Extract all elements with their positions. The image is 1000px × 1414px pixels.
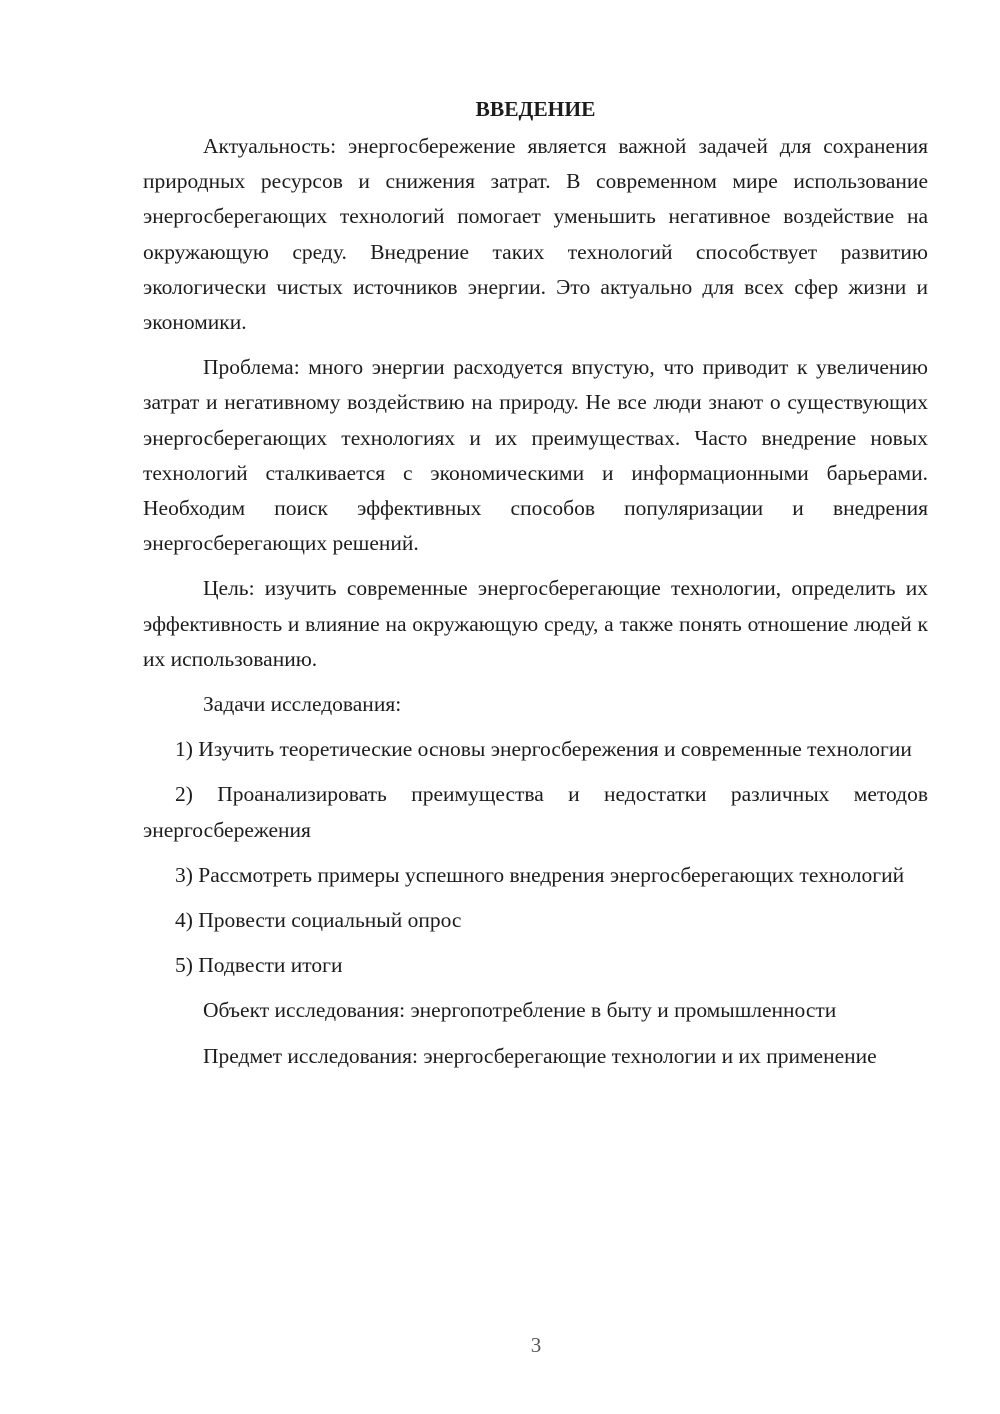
research-subject-paragraph: Предмет исследования: энергосберегающие технологии и их применение xyxy=(203,1043,877,1068)
research-object-paragraph: Объект исследования: энергопотребление в быту и промышленности xyxy=(203,998,837,1023)
task-item: 4) Провести социальный опрос xyxy=(175,908,462,933)
problem-paragraph: Проблема: много энергии расходуется впустую, что приводит к увеличению затрат и негативному воздействию на природу. Не все люди знают о существующих энергосберегающих технологиях и их преимуществах. Часто внедрение новых технологий сталкивается с экономическими и информационными барьерами. Необходим поиск эффективных способов популяризации и внедрения энергосберегающих решений. xyxy=(143,355,928,556)
tasks-heading: Задачи исследования: xyxy=(203,692,402,717)
document-page xyxy=(143,92,928,1084)
relevance-paragraph: Актуальность: энергосбережение является важной задачей для сохранения природных ресурсов и снижения затрат. В современном мире использование энергосберегающих технологий помогает уменьшить негативное воздействие на окружающую среду. Внедрение таких технологий способствует развитию экологически чистых источников энергии. Это актуально для всех сфер жизни и экономики. xyxy=(143,134,928,335)
section-title: ВВЕДЕНИЕ xyxy=(475,97,596,121)
task-item: 2) Проанализировать преимущества и недостатки различных методов энергосбережения xyxy=(143,782,928,842)
tasks-list xyxy=(143,732,928,983)
task-item: 3) Рассмотреть примеры успешного внедрения энергосберегающих технологий xyxy=(175,862,905,887)
goal-paragraph: Цель: изучить современные энергосберегающие технологии, определить их эффективность и влияние на окружающую среду, а также понять отношение людей к их использованию. xyxy=(143,576,928,671)
task-item: 1) Изучить теоретические основы энергосбережения и современные технологии xyxy=(175,737,912,762)
task-item: 5) Подвести итоги xyxy=(175,953,343,978)
page-number: 3 xyxy=(530,1333,542,1357)
